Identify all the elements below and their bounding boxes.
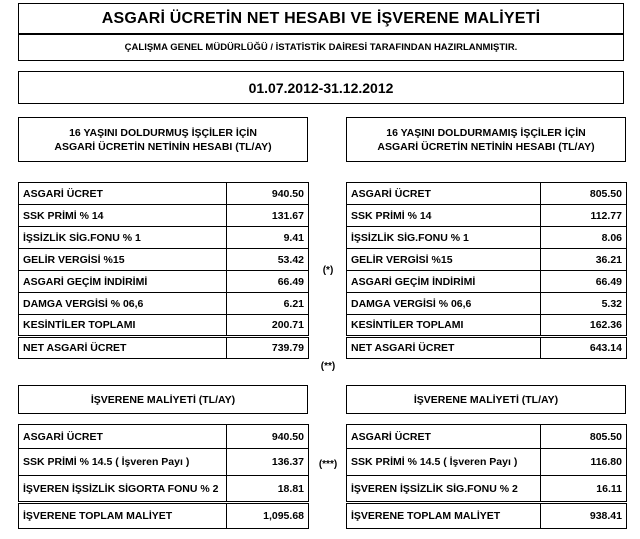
table-row [19,271,309,293]
note-net-asgari: (**) [320,361,336,372]
table-row [19,205,309,227]
table-row [347,476,627,503]
row-label: DAMGA VERGİSİ % 06,6 [19,293,227,315]
row-label: ASGARİ ÜCRET [19,183,227,205]
row-value: 6.21 [227,293,309,315]
page-subtitle: ÇALIŞMA GENEL MÜDÜRLÜĞÜ / İSTATİSTİK DAİRESİ TARAFINDAN HAZIRLANMIŞTIR. [124,42,518,53]
row-value: 805.50 [541,425,627,449]
table-row [347,183,627,205]
table-row [19,476,309,503]
row-value: 53.42 [227,249,309,271]
row-value: 131.67 [227,205,309,227]
left-cost-heading [18,385,308,414]
row-label: KESİNTİLER TOPLAMI [19,315,227,337]
right-heading-line2: ASGARİ ÜCRETİN NETİNİN HESABI (TL/AY) [377,140,595,153]
table-row [347,425,627,449]
subtitle-box [18,34,624,61]
row-label: İŞSİZLİK SİG.FONU % 1 [347,227,541,249]
row-label: SSK PRİMİ % 14.5 ( İşveren Payı ) [347,449,541,476]
page-title: ASGARİ ÜCRETİN NET HESABI VE İŞVERENE MALİYETİ [101,9,541,27]
row-value: 136.37 [227,449,309,476]
row-label: SSK PRİMİ % 14 [19,205,227,227]
left-heading-line2: ASGARİ ÜCRETİN NETİNİN HESABI (TL/AY) [54,140,272,153]
row-label: NET ASGARİ ÜCRET [19,337,227,359]
right-heading-line1: 16 YAŞINI DOLDURMAMIŞ İŞÇİLER İÇİN [386,126,586,139]
table-row [19,425,309,449]
left-cost-table [18,424,309,529]
right-cost-heading-text: İŞVERENE MALİYETİ (TL/AY) [413,393,559,406]
row-label: ASGARİ ÜCRET [347,183,541,205]
table-row-total [347,503,627,529]
table-row-total [347,337,627,359]
row-value: 805.50 [541,183,627,205]
row-label: NET ASGARİ ÜCRET [347,337,541,359]
row-label: ASGARİ ÜCRET [19,425,227,449]
note-gelir-vergisi: (*) [322,265,334,276]
row-value: 18.81 [227,476,309,503]
right-cost-table [346,424,627,529]
table-row-total [19,337,309,359]
row-value: 36.21 [541,249,627,271]
table-row [347,449,627,476]
row-label: KESİNTİLER TOPLAMI [347,315,541,337]
right-cost-heading [346,385,626,414]
row-label: GELİR VERGİSİ %15 [347,249,541,271]
table-row [347,249,627,271]
period-text: 01.07.2012-31.12.2012 [248,79,394,96]
row-label: ASGARİ ÜCRET [347,425,541,449]
row-value: 940.50 [227,425,309,449]
row-value: 643.14 [541,337,627,359]
row-value: 116.80 [541,449,627,476]
row-label: SSK PRİMİ % 14 [347,205,541,227]
table-row [347,227,627,249]
row-value: 940.50 [227,183,309,205]
row-label: DAMGA VERGİSİ % 06,6 [347,293,541,315]
left-heading-line1: 16 YAŞINI DOLDURMUŞ İŞÇİLER İÇİN [69,126,257,139]
table-row [19,449,309,476]
table-row [19,183,309,205]
right-section-heading [346,117,626,162]
left-section-heading [18,117,308,162]
table-row [19,293,309,315]
table-row [19,249,309,271]
row-value: 739.79 [227,337,309,359]
row-value: 9.41 [227,227,309,249]
row-label: İŞVERENE TOPLAM MALİYET [347,503,541,529]
row-value: 162.36 [541,315,627,337]
row-label: İŞVEREN İŞSİZLİK SİGORTA FONU % 2 [19,476,227,503]
table-row [347,293,627,315]
table-row [347,205,627,227]
row-value: 66.49 [227,271,309,293]
row-value: 938.41 [541,503,627,529]
page-title-box [18,3,624,34]
row-value: 66.49 [541,271,627,293]
right-net-table [346,182,627,359]
row-value: 1,095.68 [227,503,309,529]
note-ssk-primi: (***) [318,459,338,470]
row-label: İŞVERENE TOPLAM MALİYET [19,503,227,529]
row-value: 200.71 [227,315,309,337]
table-row-total [19,503,309,529]
left-cost-heading-text: İŞVERENE MALİYETİ (TL/AY) [90,393,236,406]
table-row [19,227,309,249]
period-box [18,71,624,104]
table-row [347,315,627,337]
table-row [347,271,627,293]
table-row [19,315,309,337]
row-value: 16.11 [541,476,627,503]
row-label: ASGARİ GEÇİM İNDİRİMİ [347,271,541,293]
left-net-table [18,182,309,359]
row-value: 5.32 [541,293,627,315]
row-label: İŞVEREN İŞSİZLİK SİG.FONU % 2 [347,476,541,503]
row-label: GELİR VERGİSİ %15 [19,249,227,271]
row-label: İŞSİZLİK SİG.FONU % 1 [19,227,227,249]
row-value: 8.06 [541,227,627,249]
row-label: ASGARİ GEÇİM İNDİRİMİ [19,271,227,293]
row-label: SSK PRİMİ % 14.5 ( İşveren Payı ) [19,449,227,476]
row-value: 112.77 [541,205,627,227]
